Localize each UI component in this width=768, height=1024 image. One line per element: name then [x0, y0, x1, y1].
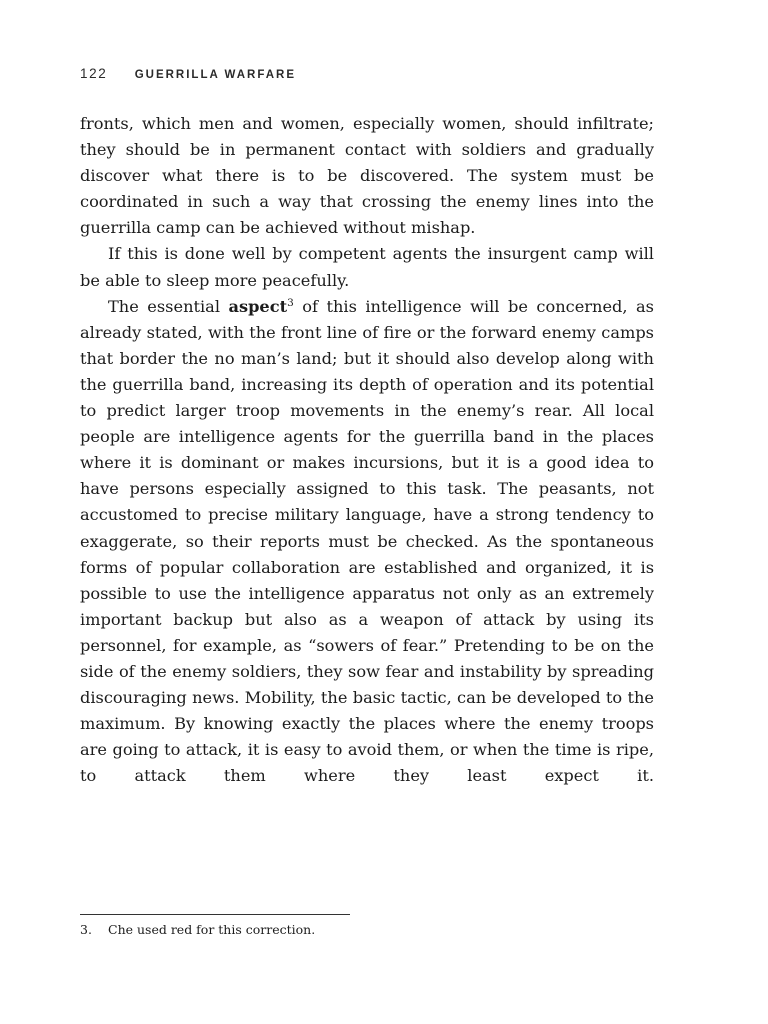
footnote-number: 3. — [80, 922, 92, 937]
page-number: 122 — [80, 66, 108, 81]
paragraph-3-rest: of this intelligence will be concerned, as already stated, with the front line of fire or the forward enemy camps that border the no man’s land; but it should also develop along with the guerrilla band, increasing its depth of operation and its potential to predict larger troop movements in the enemy’s rear. All local people are intelligence agents for the guerrilla band in the places where it is dominant or makes incursions, but it is a good idea to have persons especially assigned to this task. The peasants, not accustomed to precise military language, have a strong tendency to exaggerate, so their reports must be checked. As the spontaneous forms of popular collaboration are established and organized, it is possible to use the intelligence apparatus not only as an extremely important backup but also as a weapon of attack by using its personnel, for example, as “sowers of fear.” Pretending to be on the side of the enemy soldiers, they sow fear and instability by spreading discouraging news. Mobility, the basic tactic, can be developed to the maximum. By knowing exactly the places where the enemy troops are going to attack, it is easy to avoid them, or when the time is ripe, to attack them where they least expect it. — [80, 296, 654, 786]
body-text — [80, 111, 654, 789]
paragraph-2: If this is done well by competent agents the insurgent camp will be able to sleep more peacefully. — [80, 244, 654, 290]
footnote-divider — [80, 914, 350, 915]
running-header — [80, 66, 296, 81]
footnote — [80, 921, 315, 939]
paragraph-3-start: The essential — [108, 296, 229, 316]
paragraph-1: fronts, which men and women, especially women, should infiltrate; they should be in permanent contact with soldiers and gradually discover what there is to be discovered. The system must be coordinated in such a way that crossing the enemy lines into the guerrilla camp can be achieved without mishap. — [80, 114, 654, 238]
footnote-reference[interactable]: 3 — [287, 296, 294, 309]
running-title: GUERRILLA WARFARE — [134, 69, 297, 81]
bold-term-aspect: aspect — [228, 296, 288, 316]
footnote-text: Che used red for this correction. — [108, 922, 316, 937]
paragraph-3 — [80, 294, 654, 790]
